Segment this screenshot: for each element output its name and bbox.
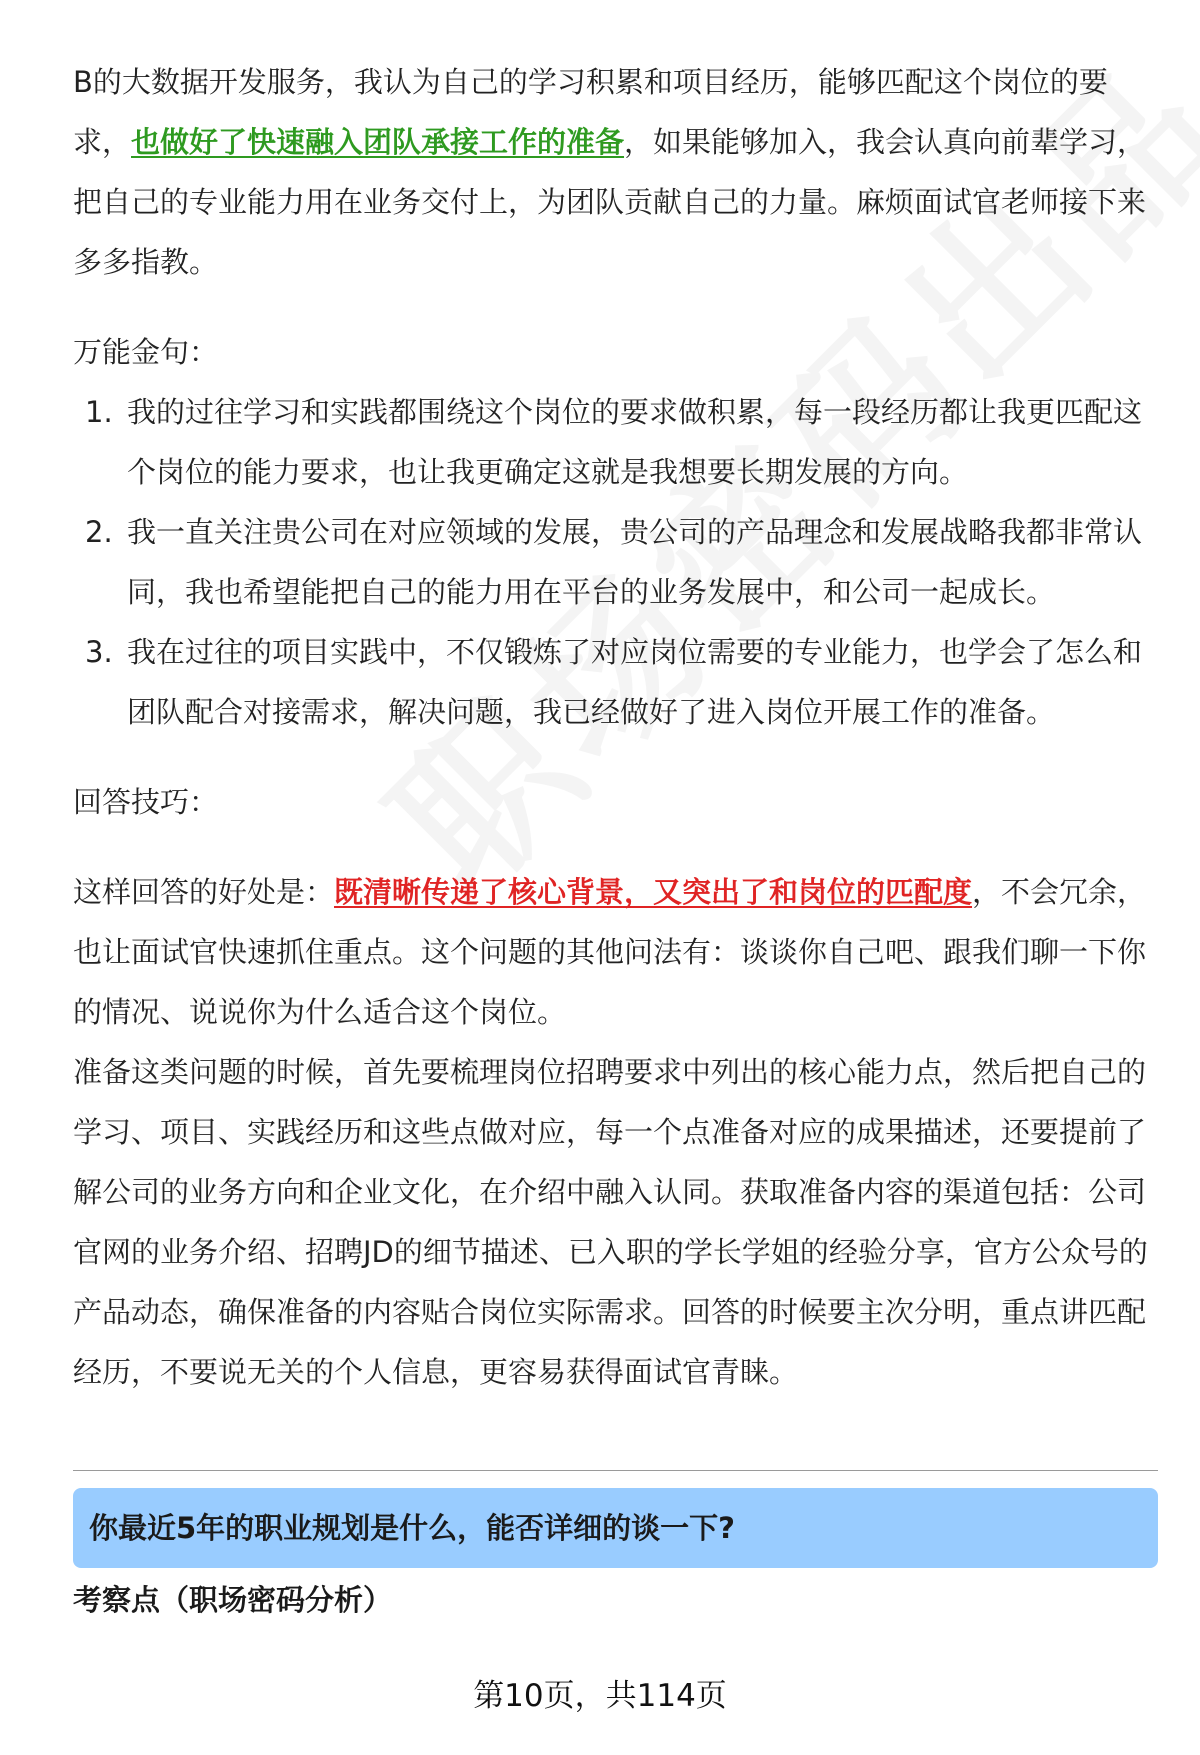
list-text: 我一直关注贵公司在对应领域的发展，贵公司的产品理念和发展战略我都非常认同，我也希望能把自己的能力用在平台的业务发展中，和公司一起成长。	[127, 515, 1143, 609]
list-number: 2.	[85, 515, 113, 549]
page-number: 第10页，共114页	[473, 1678, 727, 1714]
section-divider	[73, 1470, 1158, 1471]
list-number: 1.	[85, 395, 113, 429]
intro-text-start: B的大数据开发服务，我认为自己的学习积累和项目经历，能够匹配这个岗位的要求，	[73, 65, 1108, 159]
tips-highlight: 既清晰传递了核心背景，又突出了和岗位的匹配度	[334, 875, 973, 909]
question-box	[73, 1488, 1158, 1568]
list-number: 3.	[85, 635, 113, 669]
golden-list	[73, 382, 1158, 742]
list-text: 我在过往的项目实践中，不仅锻炼了对应岗位需要的专业能力，也学会了怎么和团队配合对接需求，解决问题，我已经做好了进入岗位开展工作的准备。	[127, 635, 1143, 729]
tips-suffix: ，不会冗余，也让面试官快速抓住重点。这个问题的其他问法有：谈谈你自己吧、跟我们聊一下你的情况、说说你为什么适合这个岗位。	[73, 875, 1147, 1029]
list-item	[73, 382, 1158, 502]
list-item	[73, 502, 1158, 622]
list-item	[73, 622, 1158, 742]
tips-heading: 回答技巧：	[73, 785, 219, 819]
list-text: 我的过往学习和实践都围绕这个岗位的要求做积累，每一段经历都让我更匹配这个岗位的能力要求，也让我更确定这就是我想要长期发展的方向。	[127, 395, 1143, 489]
question-title: 你最近5年的职业规划是什么，能否详细的谈一下?	[89, 1511, 736, 1545]
tips-paragraph-2: 准备这类问题的时候，首先要梳理岗位招聘要求中列出的核心能力点，然后把自己的学习、项目、实践经历和这些点做对应，每一个点准备对应的成果描述，还要提前了解公司的业务方向和企业文化，在介绍中融入认同。获取准备内容的渠道包括：公司官网的业务介绍、招聘JD的细节描述、已入职的学长学姐的经验分享，官方公众号的产品动态，确保准备的内容贴合岗位实际需求。回答的时候要主次分明，重点讲匹配经历，不要说无关的个人信息，更容易获得面试官青睐。	[73, 1055, 1148, 1389]
intro-highlight: 也做好了快速融入团队承接工作的准备	[131, 125, 625, 159]
intro-text-end: ，如果能够加入，我会认真向前辈学习，把自己的专业能力用在业务交付上，为团队贡献自己的力量。麻烦面试官老师接下来多多指教。	[73, 125, 1147, 279]
document-body	[73, 52, 1158, 1402]
tips-prefix: 这样回答的好处是：	[73, 875, 335, 909]
intro-paragraph	[73, 52, 1158, 292]
section-subheading: 考察点（职场密码分析）	[73, 1583, 393, 1617]
golden-heading: 万能金句：	[73, 335, 219, 369]
tips-paragraph-1	[73, 862, 1158, 1042]
